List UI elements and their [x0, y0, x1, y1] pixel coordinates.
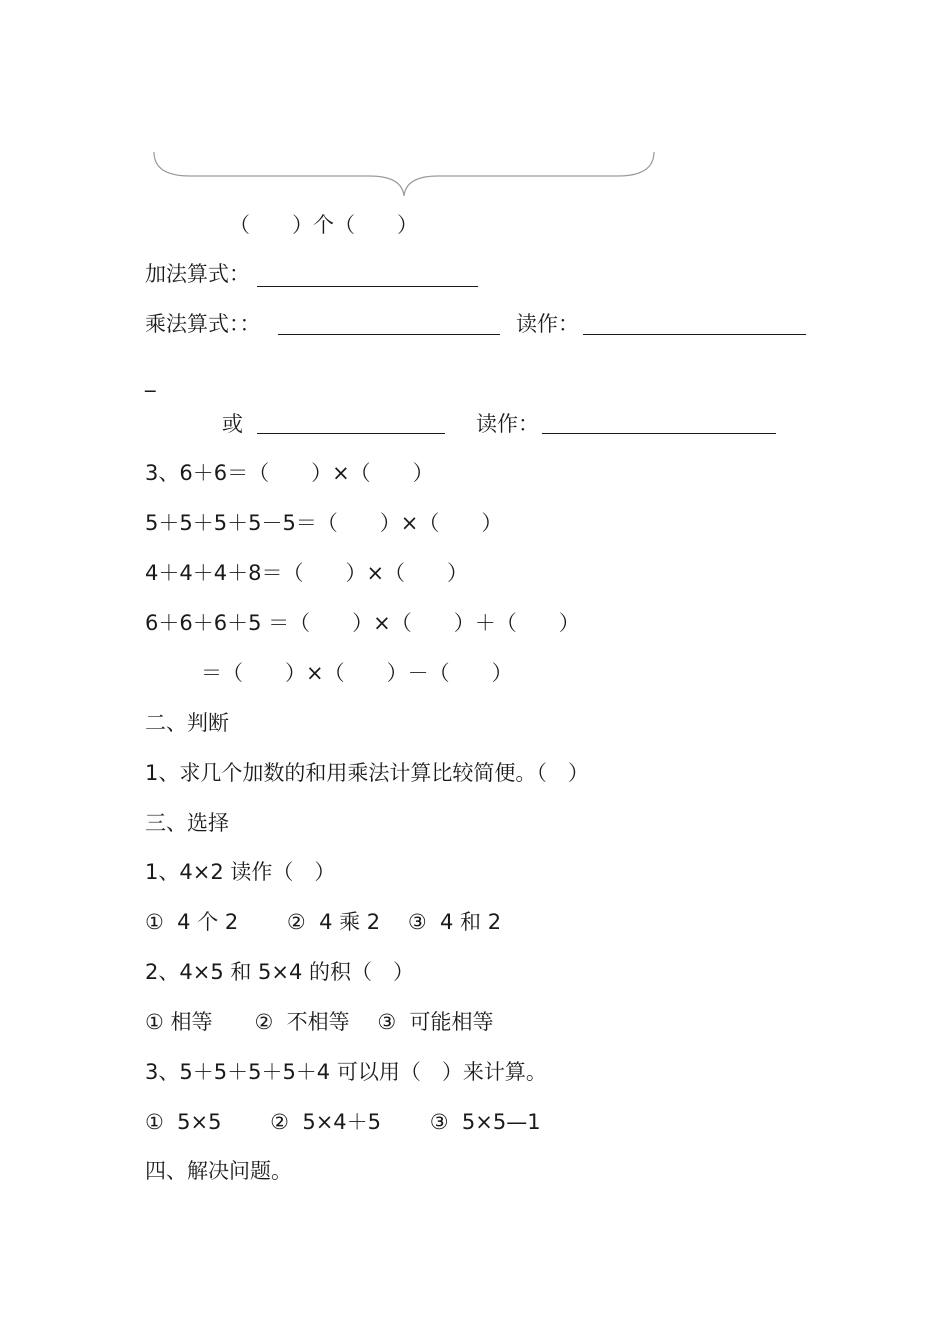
curly-brace — [150, 148, 660, 200]
or-label: 或 — [222, 412, 243, 436]
or-blank[interactable] — [257, 433, 445, 434]
equation-3: 4＋4＋4＋8＝（ ）×（ ） — [145, 561, 469, 585]
choice-question-3: 3、5＋5＋5＋5＋4 可以用（ ）来计算。 — [145, 1060, 547, 1084]
choice-options-2: ① 相等 ② 不相等 ③ 可能相等 — [145, 1010, 494, 1034]
section-judge-title: 二、判断 — [145, 711, 229, 735]
read-as-label-2: 读作： — [476, 412, 539, 436]
choice-question-2: 2、4×5 和 5×4 的积（ ） — [145, 960, 415, 984]
read-as-blank[interactable] — [583, 334, 806, 335]
choice-options-3: ① 5×5 ② 5×4＋5 ③ 5×5—1 — [145, 1110, 541, 1134]
equation-4: 6＋6＋6＋5 ＝（ ）×（ ）＋（ ） — [145, 611, 580, 635]
orphan-mark: _ — [145, 368, 156, 392]
choice-options-1: ① 4 个 2 ② 4 乘 2 ③ 4 和 2 — [145, 910, 502, 934]
choice-question-1: 1、4×2 读作（ ） — [145, 860, 336, 884]
equation-1: 3、6＋6＝（ ）×（ ） — [145, 461, 434, 485]
equation-2: 5＋5＋5＋5－5＝（ ）×（ ） — [145, 511, 503, 535]
addition-blank[interactable] — [257, 286, 478, 287]
brace-label: （ ）个（ ） — [229, 213, 418, 237]
read-as-blank-2[interactable] — [542, 433, 776, 434]
multiplication-label: 乘法算式：： — [145, 312, 261, 336]
multiplication-blank[interactable] — [278, 334, 500, 335]
section-solve-title: 四、解决问题。 — [145, 1159, 292, 1183]
read-as-label: 读作： — [516, 312, 579, 336]
section-choice-title: 三、选择 — [145, 811, 229, 835]
addition-label: 加法算式： — [145, 262, 250, 286]
judge-item-1: 1、求几个加数的和用乘法计算比较简便。（ ） — [145, 761, 589, 785]
equation-5: ＝（ ）×（ ）－（ ） — [201, 661, 513, 685]
